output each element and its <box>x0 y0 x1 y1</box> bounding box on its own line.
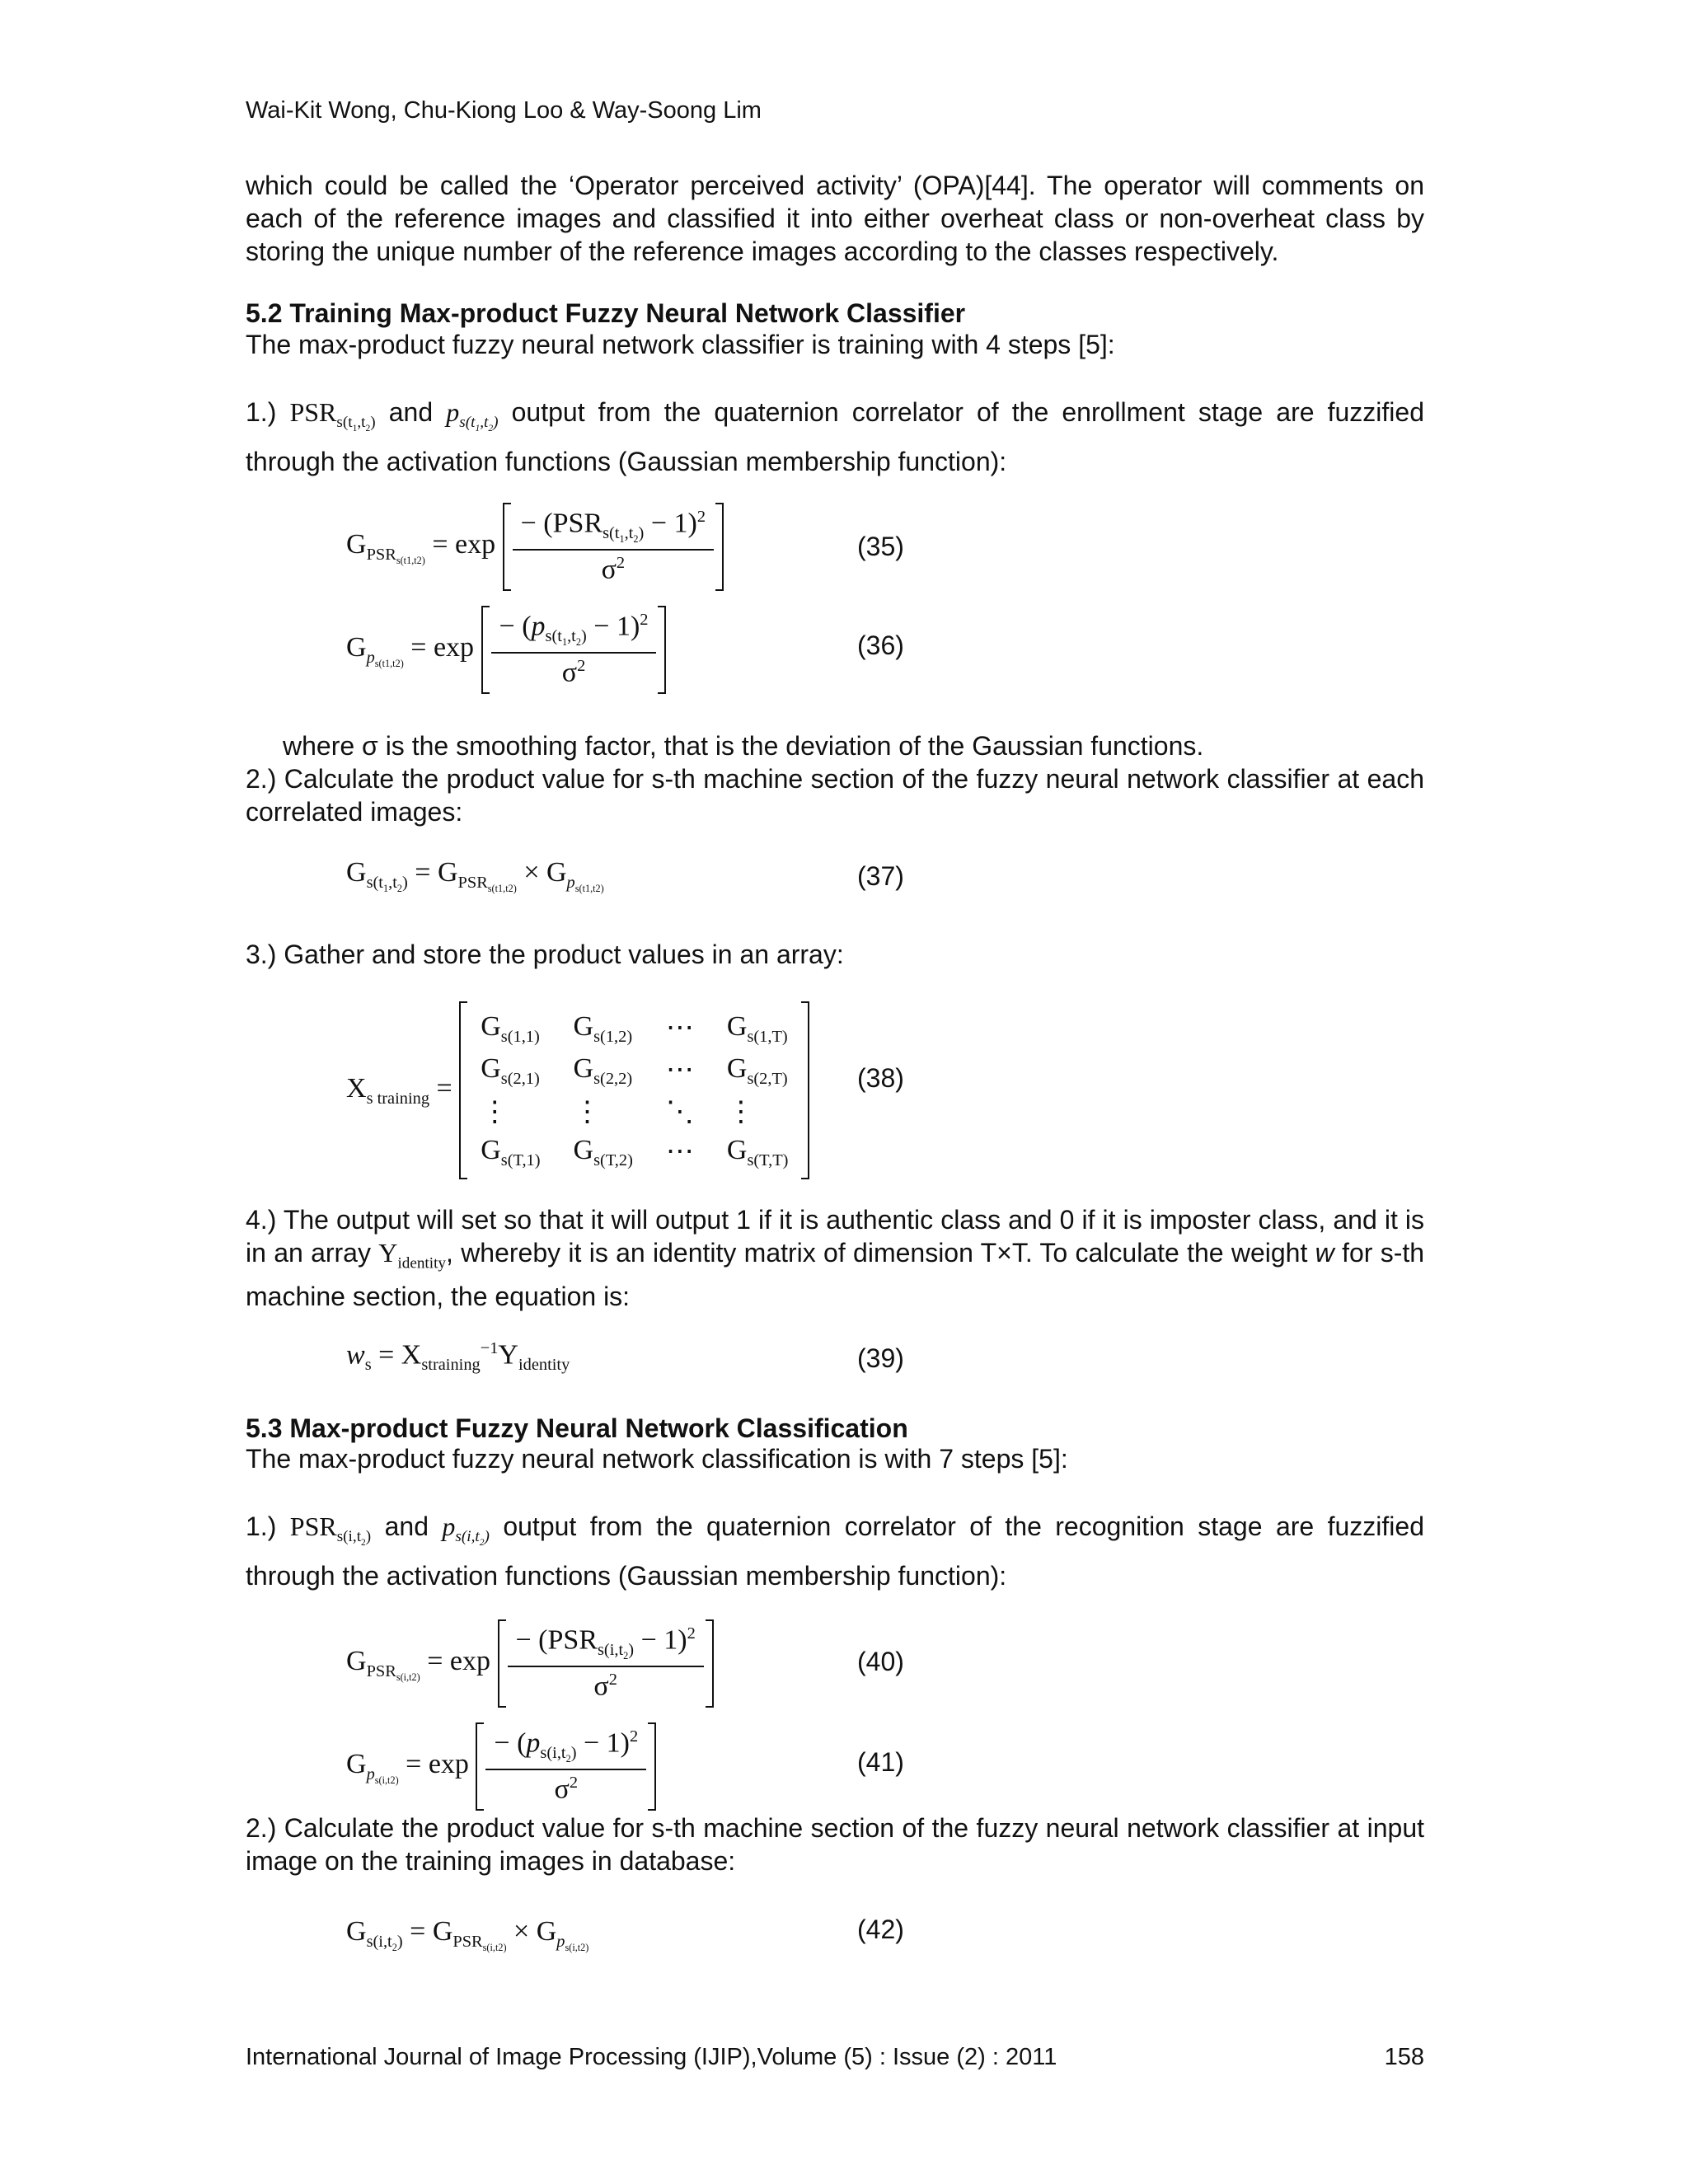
equation-40-number: (40) <box>857 1647 904 1676</box>
intro-paragraph: which could be called the ‘Operator perceived activity’ (OPA)[44]. The operator will comments on each of the reference images and classified it into either overheat class or non-overheat class by storing the unique number of the reference images according to the classes respectively. <box>246 171 1424 266</box>
equation-35-number: (35) <box>857 532 904 561</box>
equation-40: $G_{PSR_{s(i,t2)}} = \exp$ $\frac{- (PSR_{s(i,t_2)} - 1)^2}{\sigma^2}$ <box>346 1619 714 1708</box>
section-5-2-step-3: 3.) Gather and store the product values in an array: <box>246 940 844 969</box>
equation-36: $G_{p_{s(t1,t2)}} = \exp$ $\frac{- (p_{s(t_1,t_2)} - 1)^2}{\sigma^2}$ <box>346 606 666 694</box>
sigma-definition: where σ is the smoothing factor, that is the deviation of the Gaussian functions. <box>283 731 1204 761</box>
section-5-2-intro: The max-product fuzzy neural network classifier is training with 4 steps [5]: <box>246 330 1115 359</box>
footer <box>246 2044 1424 2071</box>
section-5-2-heading: 5.2 Training Max-product Fuzzy Neural Network Classifier <box>246 298 966 328</box>
equation-39-number: (39) <box>857 1343 904 1373</box>
equation-38-number: (38) <box>857 1063 904 1093</box>
section-5-2-step-2: 2.) Calculate the product value for s-th machine section of the fuzzy neural network classifier at each correlated images: <box>246 764 1424 827</box>
psr-symbol: $PSR_{s(t_1,t_2)}$ <box>289 397 376 434</box>
p-symbol: $p_{s(t_1,t_2)}$ <box>446 397 499 434</box>
section-5-3-heading: 5.3 Max-product Fuzzy Neural Network Classification <box>246 1413 908 1443</box>
equation-35: $G_{PSR_{s(t1,t2)}} = \exp$ $\frac{- (PSR_{s(t_1,t_2)} - 1)^2}{\sigma^2}$ <box>346 503 724 591</box>
footer-journal: International Journal of Image Processing (IJIP),Volume (5) : Issue (2) : 2011 <box>246 2044 1057 2070</box>
equation-37: $G_{s(t_1,t_2)} = G_{PSR_{s(t1,t2)}} \times G_{p_{s(t1,t2)}}$ <box>346 857 604 894</box>
equation-42-number: (42) <box>857 1915 904 1944</box>
equation-36-number: (36) <box>857 630 904 660</box>
section-5-2-step-4: 4.) The output will set so that it will output 1 if it is authentic class and 0 if it is imposter class, and it is in an array $Y_{identity}$, whereby it is an identity matrix of dimension T×T. To calculate the weight w for s-th machine section, the equation is: <box>246 1205 1425 1312</box>
equation-39: $w_s = X_{straining}^{-1}Y_{identity}$ <box>346 1339 570 1375</box>
equation-41: $G_{p_{s(i,t2)}} = \exp$ $\frac{- (p_{s(i,t_2)} - 1)^2}{\sigma^2}$ <box>346 1722 656 1811</box>
equation-41-number: (41) <box>857 1747 904 1777</box>
equation-42: $G_{s(i,t_2)} = G_{PSR_{s(i,t2)}} \times G_{p_{s(i,t2)}}$ <box>346 1916 589 1953</box>
section-5-3-step-1: 1.) $PSR_{s(i,t_2)}$ and $p_{s(i,t_2)}$ output from the quaternion correlator of the recognition stage are fuzzified through the activation functions (Gaussian membership function): <box>246 1511 1425 1591</box>
page-number: 158 <box>1384 2044 1424 2070</box>
section-5-3-intro: The max-product fuzzy neural network classification is with 7 steps [5]: <box>246 1444 1068 1474</box>
running-head: Wai-Kit Wong, Chu-Kiong Loo & Way-Soong Lim <box>246 97 762 124</box>
equation-38: $X_{s training}$ = $G_{s(1,1)}$ $G_{s(1,2)}$ ⋯ $G_{s(1,T)}$ $G_{s(2,1)}$ $G_{s(2,2)}$ ⋯ $G_{s(2,T)}$ ⋮ ⋮ ⋱ ⋮ $G_{s(T,1)}$ $G_{s(T,2)}$ ⋯ $G_{s(T,T)}$ <box>346 1001 809 1179</box>
section-5-3-step-2: 2.) Calculate the product value for s-th machine section of the fuzzy neural network classifier at input image on the training images in database: <box>246 1813 1424 1876</box>
section-5-2-step-1: 1.) $PSR_{s(t_1,t_2)}$ and $p_{s(t_1,t_2)}$ output from the quaternion correlator of the enrollment stage are fuzzified through the activation functions (Gaussian membership function): <box>246 397 1425 477</box>
equation-37-number: (37) <box>857 861 904 891</box>
